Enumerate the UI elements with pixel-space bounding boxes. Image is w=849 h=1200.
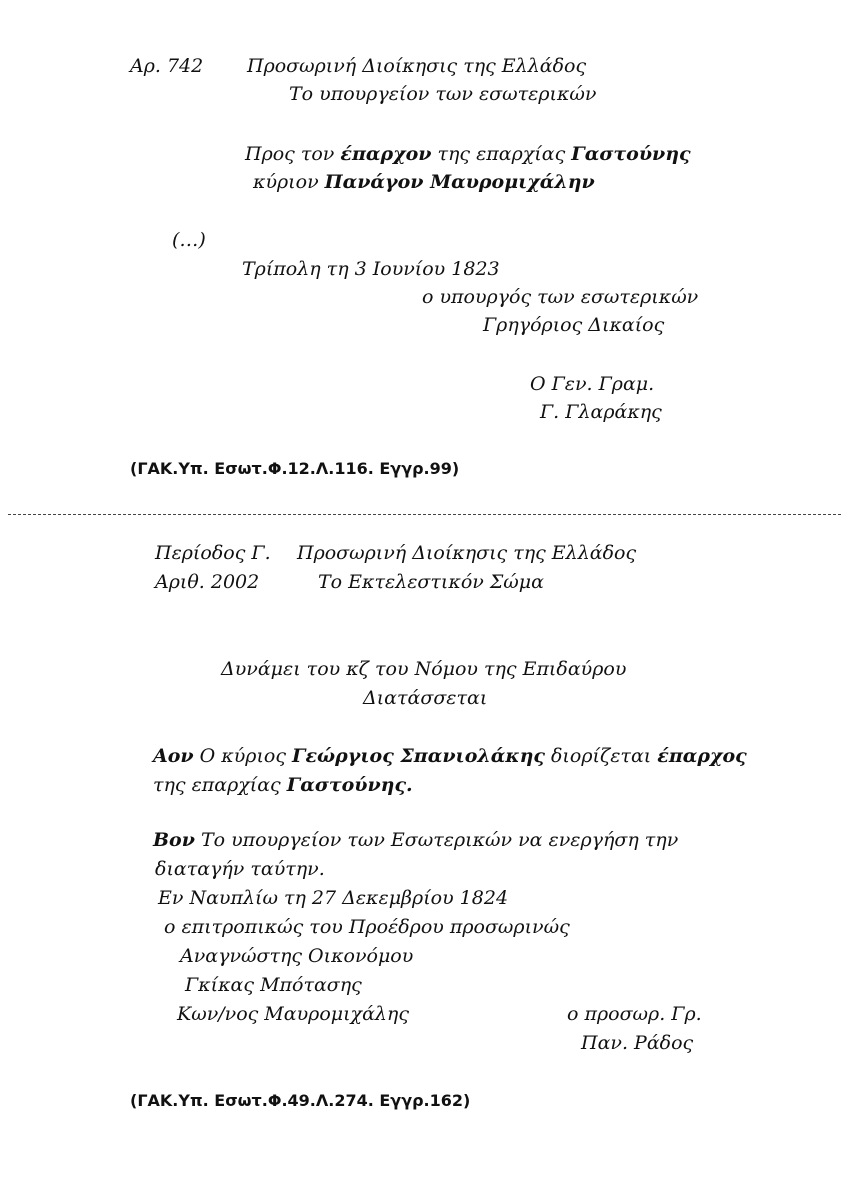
doc2-article-1-office: έπαρχος bbox=[657, 745, 747, 767]
doc1-secretary-name: Γ. Γλαράκης bbox=[540, 401, 662, 423]
doc2-article-1-line-1 bbox=[153, 744, 747, 768]
doc2-secretary-title: ο προσωρ. Γρ. bbox=[567, 1003, 702, 1025]
doc2-decree: Διατάσσεται bbox=[363, 687, 488, 709]
doc2-number: Αριθ. 2002 bbox=[155, 571, 260, 593]
doc2-article-1-text-b: διορίζεται bbox=[544, 745, 658, 767]
doc1-addressee-line bbox=[253, 170, 595, 194]
doc1-ministry: Το υπουργείον των εσωτερικών bbox=[289, 83, 597, 105]
doc2-place-date: Εν Ναυπλίω τη 27 Δεκεμβρίου 1824 bbox=[158, 887, 509, 909]
doc2-deputy: ο επιτροπικώς του Προέδρου προσωρινώς bbox=[164, 916, 570, 938]
doc1-addressee-name: Πανάγον Μαυρομιχάλην bbox=[324, 171, 595, 193]
doc1-to-prefix: Προς τον bbox=[245, 143, 341, 165]
doc1-minister-name: Γρηγόριος Δικαίος bbox=[483, 314, 665, 336]
doc1-authority: Προσωρινή Διοίκησις της Ελλάδος bbox=[247, 55, 587, 77]
doc1-number: Αρ. 742 bbox=[130, 55, 204, 77]
doc1-minister-title: ο υπουργός των εσωτερικών bbox=[422, 286, 699, 308]
doc2-article-2-line-2: διαταγήν ταύτην. bbox=[155, 858, 325, 880]
doc2-article-1-label: Αον bbox=[153, 745, 194, 767]
doc2-secretary-name: Παν. Ράδος bbox=[581, 1032, 694, 1054]
doc1-archive-reference: (ΓΑΚ.Υπ. Εσωτ.Φ.12.Λ.116. Εγγρ.99) bbox=[130, 459, 460, 478]
doc1-to-middle: της επαρχίας bbox=[431, 143, 572, 165]
doc2-article-2-label: Βον bbox=[153, 829, 195, 851]
doc2-body: Το Εκτελεστικόν Σώμα bbox=[318, 571, 544, 593]
doc2-article-1-text-c: της επαρχίας bbox=[153, 774, 287, 796]
doc1-to-province: Γαστούνης bbox=[571, 143, 691, 165]
doc2-article-1-name: Γεώργιος Σπανιολάκης bbox=[292, 745, 545, 767]
doc1-ellipsis: (…) bbox=[172, 229, 206, 251]
doc2-article-1-line-2 bbox=[153, 773, 413, 797]
doc2-article-1-province: Γαστούνης. bbox=[286, 774, 413, 796]
doc2-signatory-3: Κων/νος Μαυρομιχάλης bbox=[177, 1003, 409, 1025]
doc1-to-office: έπαρχον bbox=[340, 143, 432, 165]
doc1-recipient-line bbox=[245, 142, 691, 166]
document-separator bbox=[8, 514, 841, 515]
doc2-signatory-2: Γκίκας Μπότασης bbox=[185, 974, 362, 996]
doc1-addressee-prefix: κύριον bbox=[253, 171, 325, 193]
doc2-authority: Προσωρινή Διοίκησις της Ελλάδος bbox=[297, 542, 637, 564]
doc2-preamble: Δυνάμει του κζ του Νόμου της Επιδαύρου bbox=[221, 658, 627, 680]
doc2-archive-reference: (ΓΑΚ.Υπ. Εσωτ.Φ.49.Λ.274. Εγγρ.162) bbox=[130, 1091, 471, 1110]
doc2-period: Περίοδος Γ. bbox=[155, 542, 271, 564]
doc2-article-1-text-a: Ο κύριος bbox=[193, 745, 293, 767]
doc2-article-2-line-1 bbox=[153, 828, 678, 852]
doc2-article-2-text: Το υπουργείον των Εσωτερικών να ενεργήση την bbox=[194, 829, 679, 851]
doc1-place-date: Τρίπολη τη 3 Ιουνίου 1823 bbox=[242, 258, 500, 280]
doc2-signatory-1: Αναγνώστης Οικονόμου bbox=[180, 945, 414, 967]
doc1-secretary-title: Ο Γεν. Γραμ. bbox=[530, 373, 655, 395]
